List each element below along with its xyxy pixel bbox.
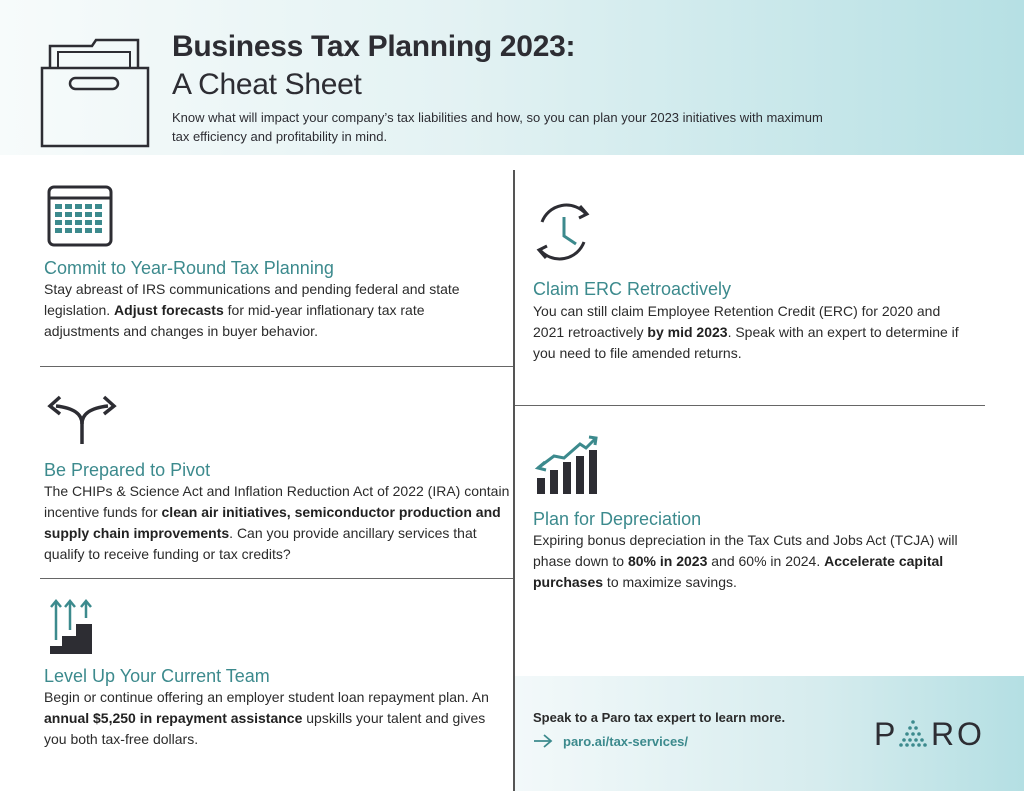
page-title-line1: Business Tax Planning 2023:: [172, 30, 576, 63]
page-title-line2: A Cheat Sheet: [172, 68, 362, 101]
body-text: The CHIPs & Science Act and Inflation Reduction Act of 2022 (IRA) contain incentive funds for: [44, 483, 510, 520]
emphasis-text: annual $5,250 in repayment assistance: [44, 710, 303, 726]
cta-link-row[interactable]: [533, 730, 688, 752]
section-heading-erc: Claim ERC Retroactively: [533, 279, 732, 299]
logo-dot-triangle-icon: [899, 720, 927, 747]
header-banner: [0, 0, 1024, 155]
logo-letter-p: P: [874, 716, 896, 750]
logo-letter-r: R: [931, 716, 955, 750]
calendar-icon: [46, 184, 114, 248]
row-divider-left-2: [40, 578, 513, 579]
body-text: and 60% in 2024.: [707, 553, 825, 569]
body-text: upskills your talent and gives you both tax-free dollars.: [44, 710, 486, 747]
emphasis-text: 80% in 2023: [627, 553, 708, 569]
emphasis-text: clean air initiatives, semiconductor production and supply chain improvements: [44, 504, 501, 541]
row-divider-left-1: [40, 366, 513, 367]
section-heading-year-round: Commit to Year-Round Tax Planning: [44, 258, 334, 278]
cta-text: Speak to a Paro tax expert to learn more.: [533, 710, 786, 725]
stairs-arrows-icon: [48, 598, 96, 656]
page-subtitle: Know what will impact your company’s tax liabilities and how, so you can plan your 2023 initiatives with maximum tax efficiency and profitability in mind.: [172, 110, 823, 144]
body-text: Stay abreast of IRS communications and pending federal and state legislation.: [44, 281, 460, 318]
clock-cycle-icon: [530, 200, 596, 264]
fork-arrow-icon: [46, 392, 118, 446]
body-text: to maximize savings.: [603, 574, 737, 590]
bar-chart-trend-icon: [534, 432, 602, 496]
body-text: Begin or continue offering an employer student loan repayment plan. An: [44, 689, 489, 705]
section-heading-pivot: Be Prepared to Pivot: [44, 460, 211, 480]
emphasis-text: Adjust forecasts: [114, 302, 224, 318]
body-text: You can still claim Employee Retention Credit (ERC) for 2020 and 2021 retroactively: [533, 303, 941, 340]
body-text: for mid-year inflationary tax rate adjustments and changes in buyer behavior.: [44, 302, 425, 339]
paro-logo: [874, 714, 986, 750]
arrow-right-icon: [533, 733, 553, 749]
section-body-level-up: [44, 687, 494, 750]
section-body-depreciation: [533, 530, 973, 593]
tax-services-link[interactable]: paro.ai/tax-services/: [563, 733, 689, 749]
body-text: Expiring bonus depreciation in the Tax Cuts and Jobs Act (TCJA) will phase down to: [533, 532, 958, 569]
emphasis-text: Accelerate capital purchases: [533, 553, 944, 590]
section-body-erc: [533, 301, 973, 364]
section-heading-level-up: Level Up Your Current Team: [44, 666, 270, 686]
section-heading-depreciation: Plan for Depreciation: [533, 509, 702, 529]
section-body-year-round: [44, 279, 494, 342]
file-drawer-icon: [40, 38, 152, 148]
section-body-pivot: [44, 481, 510, 565]
row-divider-right-1: [515, 405, 985, 406]
body-text: . Speak with an expert to determine if you need to file amended returns.: [533, 324, 959, 361]
emphasis-text: by mid 2023: [647, 324, 728, 340]
logo-letter-o: O: [957, 716, 982, 750]
body-text: . Can you provide ancillary services that qualify to receive funding or tax credits?: [44, 525, 477, 562]
